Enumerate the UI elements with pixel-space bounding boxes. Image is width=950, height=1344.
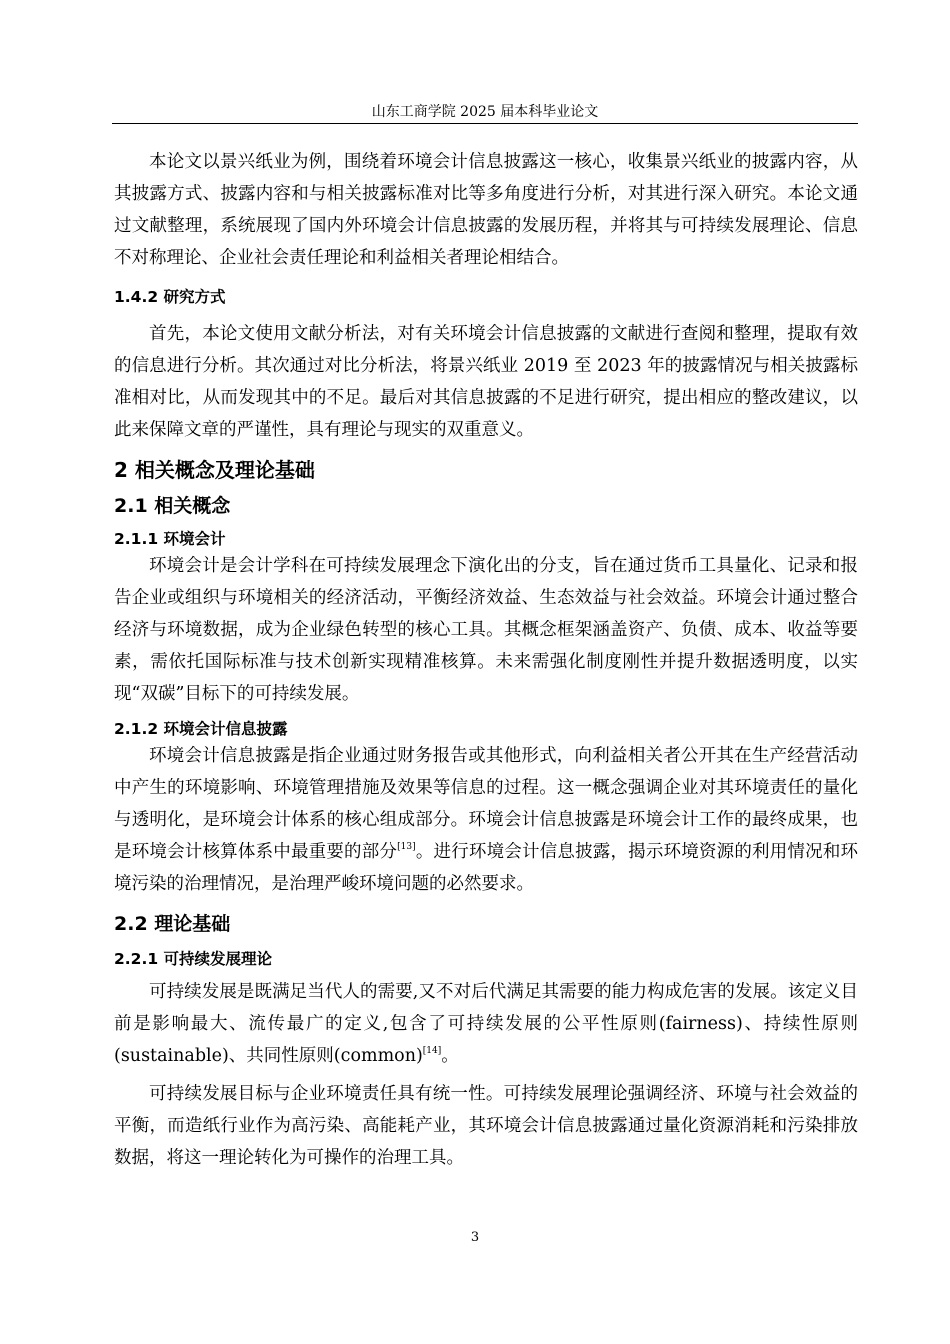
- heading-2-2-1: 2.2.1 可持续发展理论: [114, 950, 273, 968]
- paragraph-sustainability-text-a: 可持续发展是既满足当代人的需要,又不对后代满足其需要的能力构成危害的发展。该定义目前是影响最大、流传最广的定义,包含了可持续发展的公平性原则(fairness)、持续性原则(sustainable)、共同性原则(common): [114, 982, 858, 1066]
- paragraph-methods: 首先，本论文使用文献分析法，对有关环境会计信息披露的文献进行查阅和整理，提取有效的信息进行分析。其次通过对比分析法，将景兴纸业 2019 至 2023 年的披露情况与相关披露标准相对比，从而发现其中的不足。最后对其信息披露的不足进行研究，提出相应的整改建议，以此来保障文章的严谨性，具有理论与现实的双重意义。: [114, 324, 858, 440]
- heading-2-1-1: 2.1.1 环境会计: [114, 530, 226, 548]
- heading-1-4-2: 1.4.2 研究方式: [114, 288, 226, 306]
- citation-13: [13]: [397, 842, 416, 852]
- heading-2-2: 2.2 理论基础: [114, 913, 231, 935]
- citation-14: [14]: [422, 1046, 442, 1056]
- paragraph-disclosure-text-a: 环境会计信息披露是指企业通过财务报告或其他形式，向利益相关者公开其在生产经营活动中产生的环境影响、环境管理措施及效果等信息的过程。这一概念强调企业对其环境责任的量化与透明化，是环境会计体系的核心组成部分。环境会计信息披露是环境会计工作的最终成果，也是环境会计核算体系中最重要的部分: [114, 746, 858, 862]
- paragraph-intro: 本论文以景兴纸业为例，围绕着环境会计信息披露这一核心，收集景兴纸业的披露内容，从其披露方式、披露内容和与相关披露标准对比等多角度进行分析，对其进行深入研究。本论文通过文献整理，系统展现了国内外环境会计信息披露的发展历程，并将其与可持续发展理论、信息不对称理论、企业社会责任理论和利益相关者理论相结合。: [114, 152, 858, 268]
- page-number: 3: [470, 1230, 480, 1245]
- paragraph-environmental-accounting: 环境会计是会计学科在可持续发展理念下演化出的分支，旨在通过货币工具量化、记录和报告企业或组织与环境相关的经济活动，平衡经济效益、生态效益与社会效益。环境会计通过整合经济与环境数据，成为企业绿色转型的核心工具。其概念框架涵盖资产、负债、成本、收益等要素，需依托国际标准与技术创新实现精准核算。未来需强化制度刚性并提升数据透明度，以实现“双碳”目标下的可持续发展。: [114, 556, 858, 704]
- paragraph-sustainability-goals: 可持续发展目标与企业环境责任具有统一性。可持续发展理论强调经济、环境与社会效益的平衡，而造纸行业作为高污染、高能耗产业，其环境会计信息披露通过量化资源消耗和污染排放数据，将这一理论转化为可操作的治理工具。: [114, 1084, 858, 1168]
- paragraph-sustainability-definition: [114, 976, 858, 1072]
- page-body: [114, 146, 858, 1174]
- heading-chapter-2: 2 相关概念及理论基础: [114, 458, 315, 482]
- heading-2-1: 2.1 相关概念: [114, 495, 231, 517]
- paragraph-sustainability-text-b: 。: [441, 1046, 459, 1066]
- paragraph-disclosure: [114, 740, 858, 900]
- running-header: 山东工商学院 2025 届本科毕业论文: [371, 104, 599, 120]
- header-rule: [112, 123, 858, 124]
- heading-2-1-2: 2.1.2 环境会计信息披露: [114, 720, 288, 738]
- paragraph-disclosure-text-b: 。进行环境会计信息披露，揭示环境资源的利用情况和环境污染的治理情况，是治理严峻环境问题的必然要求。: [114, 842, 859, 894]
